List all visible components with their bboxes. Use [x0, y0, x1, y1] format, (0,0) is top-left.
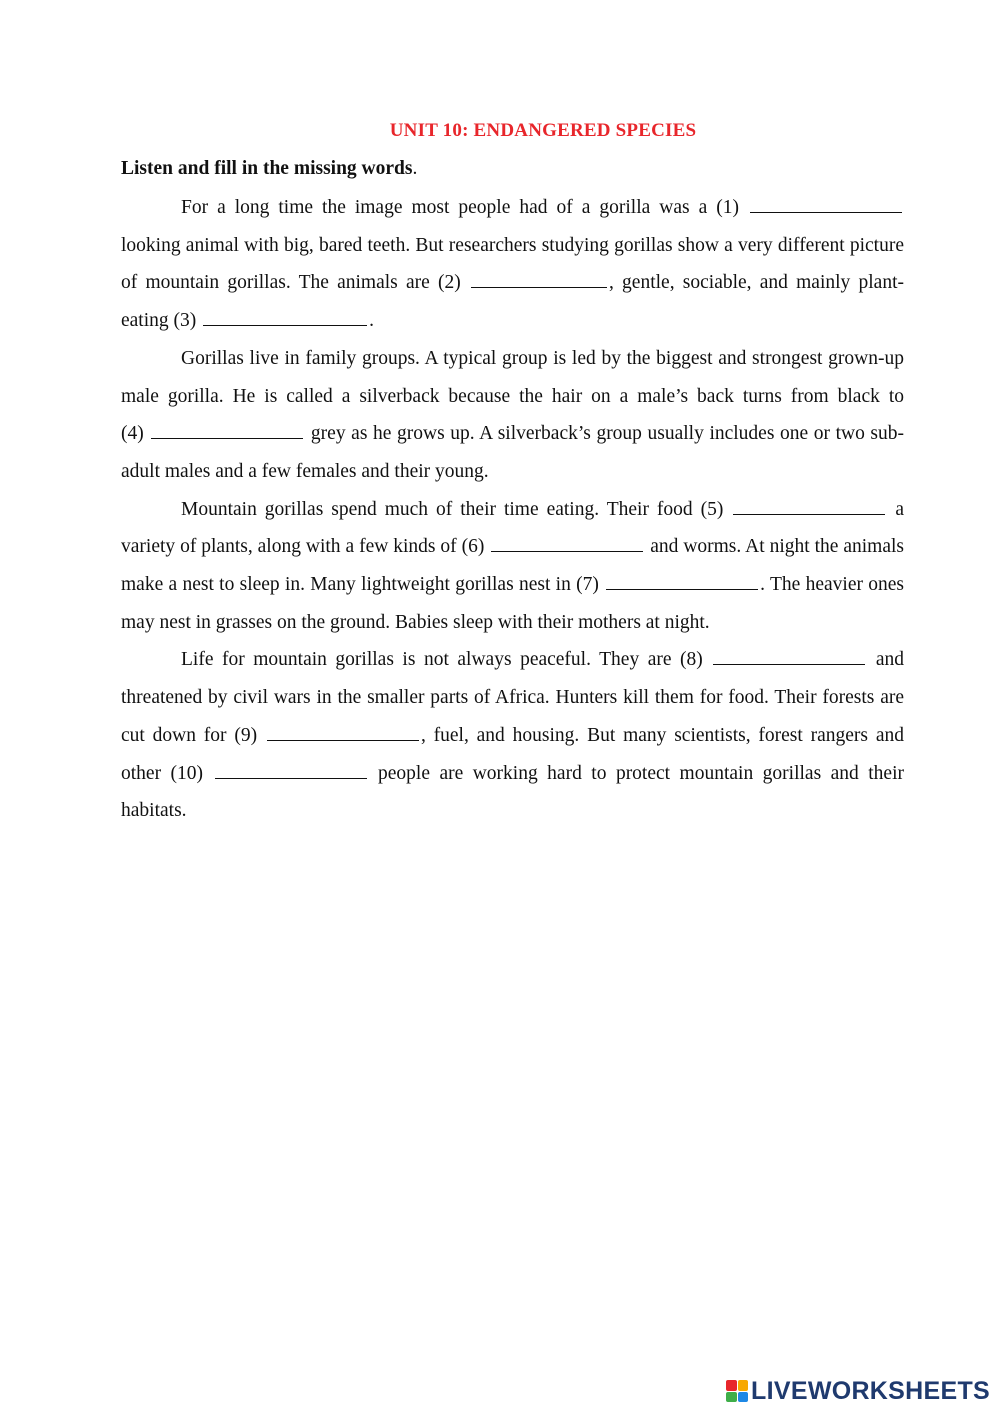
gap-number: (5)	[700, 498, 724, 520]
passage	[121, 189, 904, 830]
liveworksheets-brand[interactable]	[726, 1377, 990, 1405]
gap-4	[121, 423, 305, 444]
gap-number: (8)	[680, 649, 703, 671]
blank-5-input[interactable]	[733, 495, 885, 515]
brand-name: LIVEWORKSHEETS	[751, 1377, 990, 1405]
gap-2	[438, 272, 609, 293]
paragraph-text: a variety of plants, along with a few kinds of	[121, 498, 905, 558]
liveworksheets-logo-icon	[726, 1380, 748, 1402]
blank-9-input[interactable]	[267, 721, 419, 741]
blank-4-input[interactable]	[151, 419, 303, 439]
logo-square-green	[726, 1392, 737, 1403]
paragraph-text: grey as he grows up. A silverback’s group usually includes one or two sub-adult males and a few females and their young.	[121, 423, 904, 482]
paragraph-text: Mountain gorillas spend much of their time eating. Their food	[181, 498, 701, 520]
logo-square-blue	[738, 1392, 749, 1403]
paragraph-text: and worms. At night the animals make a nest to sleep in. Many lightweight gorillas nest in	[121, 536, 904, 596]
paragraph-text: looking animal with big, bared teeth. But researchers studying gorillas show a very different picture of mountain gorillas. The animals are	[121, 234, 904, 294]
gap-number: (9)	[234, 724, 258, 746]
blank-2-input[interactable]	[471, 268, 607, 288]
blank-8-input[interactable]	[713, 645, 865, 665]
blank-1-input[interactable]	[750, 193, 902, 213]
gap-number: (1)	[716, 197, 739, 218]
gap-number: (4)	[121, 423, 144, 445]
gap-10	[171, 763, 369, 784]
instruction-text: Listen and fill in the missing words	[121, 158, 413, 179]
paragraph-3	[121, 491, 904, 642]
gap-number: (2)	[437, 272, 461, 294]
paragraph-4	[121, 641, 904, 830]
blank-6-input[interactable]	[491, 532, 643, 552]
paragraph-text: and threatened by civil wars in the smaller parts of Africa. Hunters kill them for food. Their forests are cut down for	[121, 649, 905, 746]
paragraph-text: , gentle, sociable, and mainly plant-eating	[121, 272, 904, 332]
paragraph-2	[121, 340, 904, 491]
blank-10-input[interactable]	[215, 759, 367, 779]
paragraph-1	[121, 189, 904, 340]
instruction-line	[121, 158, 417, 180]
instruction-period: .	[412, 158, 418, 179]
logo-square-yellow	[738, 1380, 749, 1391]
gap-7	[576, 574, 760, 595]
blank-3-input[interactable]	[203, 306, 367, 326]
gap-3	[174, 310, 370, 331]
paragraph-text: , fuel, and housing. But many scientists, forest rangers and other	[121, 724, 904, 784]
gap-6	[462, 536, 646, 557]
paragraph-text: people are working hard to protect mountain gorillas and their habitats.	[121, 762, 905, 822]
gap-8	[680, 649, 867, 670]
paragraph-text: . The heavier ones may nest in grasses on the ground. Babies sleep with their mothers at night.	[121, 574, 904, 633]
blank-7-input[interactable]	[606, 570, 758, 590]
paragraph-text: .	[369, 310, 375, 332]
gap-1	[716, 197, 904, 218]
gap-number: (7)	[576, 574, 599, 596]
paragraph-text: Life for mountain gorillas is not always peaceful. They are	[181, 649, 681, 671]
gap-9	[234, 725, 421, 746]
paragraph-text: For a long time the image most people had of a gorilla was a	[181, 197, 717, 218]
gap-number: (6)	[461, 536, 485, 558]
logo-square-red	[726, 1380, 737, 1391]
unit-title: UNIT 10: ENDANGERED SPECIES	[389, 120, 697, 141]
gap-number: (10)	[170, 762, 204, 784]
paragraph-text: Gorillas live in family groups. A typical group is led by the biggest and strongest grown-up male gorilla. He is called a silverback because the hair on a male’s back turns from black to	[121, 347, 904, 407]
gap-number: (3)	[173, 310, 197, 332]
gap-5	[701, 499, 888, 520]
